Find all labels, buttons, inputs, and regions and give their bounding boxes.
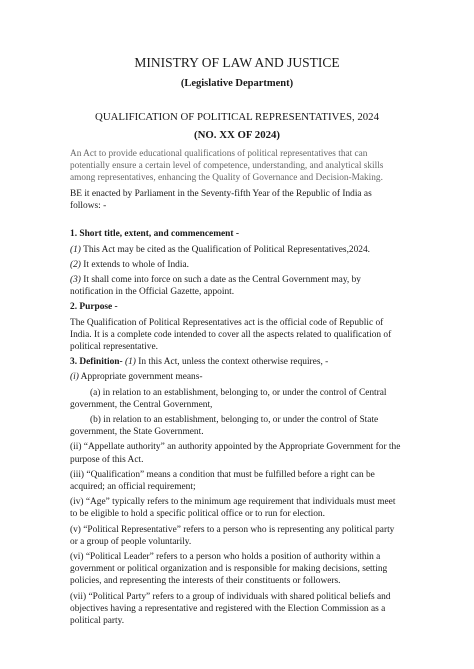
section-3-heading-line [70, 356, 404, 368]
definition-i [70, 371, 404, 383]
section-1-heading: 1. Short title, extent, and commencement - [70, 229, 239, 240]
clause-number: (1) [122, 357, 136, 368]
section-1-clause-3 [70, 274, 404, 298]
section-2-text: The Qualification of Political Representatives act is the official code of Republic of India. It is a complete code intended to cover all the aspects related to qualification of political representative. [70, 317, 392, 353]
definition-ii: (ii) “Appellate authority” an authority appointed by the Appropriate Government for the purpose of this Act. [70, 442, 401, 465]
section-2-heading: 2. Purpose - [70, 302, 118, 313]
definition-iii: (iii) “Qualification” means a condition that must be fulfilled before a right can be acquired; an official requirement; [70, 469, 375, 493]
definition-v: (v) “Political Representative” refers to a person who is representing any political party or a group of people voluntarily. [70, 524, 395, 547]
section-3-heading: 3. Definition- [70, 357, 123, 368]
act-title: QUALIFICATION OF POLITICAL REPRESENTATIVES, 2024 [95, 111, 379, 123]
clause-text: It shall come into force on such a date as the Central Government may, by notification in the Official Gazette, appoint. [70, 275, 361, 298]
clause-number: (3) [70, 275, 81, 286]
definition-vi: (vi) “Political Leader” refers to a person who holds a position of authority within a government or political organization and is responsible for making decisions, setting policies, and representing the interests of their constituents or followers. [70, 552, 388, 587]
definition-i-a: (a) in relation to an establishment, belonging to, or under the control of Central government, the Central Government, [70, 387, 387, 410]
definition-iv: (iv) “Age” typically refers to the minimum age requirement that individuals must meet to be eligible to hold a specific political office or to run for election. [70, 497, 396, 520]
clause-number: (1) [70, 244, 81, 255]
ministry-title: MINISTRY OF LAW AND JUSTICE [134, 55, 340, 70]
section-3-intro: In this Act, unless the context otherwise requires, - [135, 357, 329, 368]
clause-text: It extends to whole of India. [80, 259, 189, 270]
preamble: An Act to provide educational qualifications of political representatives that can potentially ensure a certain level of competence, understanding, and analytical skills among representatives, enhancing the Quality of Governance and Decision-Making. [70, 149, 384, 183]
definition-i-text: Appropriate government means- [78, 372, 203, 383]
section-1-clause-2 [70, 259, 404, 271]
definition-i-b: (b) in relation to an establishment, belonging to, or under the control of State government, the State Government. [70, 415, 379, 438]
clause-text: This Act may be cited as the Qualification of Political Representatives,2024. [80, 244, 371, 255]
act-number: (NO. XX OF 2024) [194, 129, 280, 141]
clause-number: (2) [70, 259, 81, 270]
department-subtitle: (Legislative Department) [180, 78, 294, 89]
definition-vii: (vii) “Political Party” refers to a group of individuals with shared political beliefs and objectives having a representative and registered with the Election Commission as a political party. [70, 591, 391, 627]
section-1-clause-1 [70, 244, 404, 256]
clause-number: (i) [70, 372, 79, 383]
enactment-clause: BE it enacted by Parliament in the Seventy-fifth Year of the Republic of India as follows: - [70, 189, 372, 212]
